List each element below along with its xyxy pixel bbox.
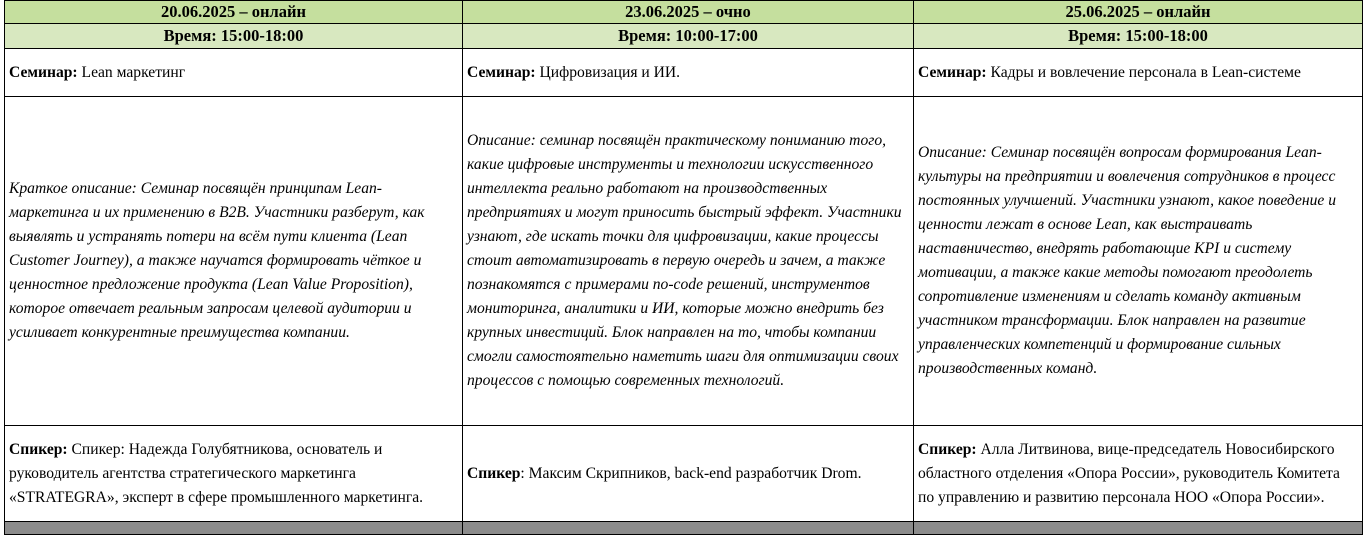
date-header-row: [5, 1, 1363, 24]
description-row: [5, 97, 1363, 426]
seminar-cell: [5, 49, 463, 97]
schedule-table: [4, 0, 1363, 535]
speaker-cell: [5, 426, 463, 522]
speaker-label: Спикер:: [9, 440, 68, 458]
speaker-cell: [463, 426, 914, 522]
time-row: [5, 24, 1363, 49]
time-cell: Время: 15:00-18:00: [5, 24, 463, 49]
date-cell: 23.06.2025 – очно: [463, 1, 914, 24]
seminar-label: Семинар:: [467, 63, 536, 81]
description-cell: Описание: Семинар посвящён вопросам формирования Lean-культуры на предприятии и вовлечения сотрудников в процесс постоянных улучшений. Участники узнают, какое поведение и ценности лежат в основе Lean, как выстраивать наставничество, внедрять работающие KPI и систему мотивации, а также какие методы помогают преодолеть сопротивление изменениям и сделать команду активным участником трансформации. Блок направлен на развитие управленческих компетенций и формирование сильных производственных команд.: [914, 97, 1363, 426]
footer-separator-row: [5, 522, 1363, 535]
footer-cell: [914, 522, 1363, 535]
date-cell: 20.06.2025 – онлайн: [5, 1, 463, 24]
time-cell: Время: 15:00-18:00: [914, 24, 1363, 49]
seminar-cell: [463, 49, 914, 97]
time-cell: Время: 10:00-17:00: [463, 24, 914, 49]
seminar-label: Семинар:: [9, 63, 78, 81]
speaker-text: Алла Литвинова, вице-председатель Новосибирского областного отделения «Опора России», руководитель Комитета по управлению и развитию персонала НОО «Опора России».: [918, 440, 1340, 506]
speaker-text: Спикер: Надежда Голубятникова, основатель и руководитель агентства стратегического маркетинга «STRATEGRA», эксперт в сфере промышленного маркетинга.: [9, 440, 424, 506]
seminar-row: [5, 49, 1363, 97]
description-cell: Краткое описание: Семинар посвящён принципам Lean-маркетинга и их применению в B2B. Участники разберут, как выявлять и устранять потери на всём пути клиента (Lean Customer Journey), а также научатся формировать чёткое и ценностное предложение продукта (Lean Value Proposition), которое отвечает реальным запросам целевой аудитории и усиливает конкурентные преимущества компании.: [5, 97, 463, 426]
speaker-row: [5, 426, 1363, 522]
seminar-title: Кадры и вовлечение персонала в Lean-системе: [986, 63, 1301, 81]
seminar-title: Lean маркетинг: [77, 63, 186, 81]
footer-cell: [463, 522, 914, 535]
speaker-label: Спикер: [467, 464, 521, 482]
seminar-title: Цифровизация и ИИ.: [535, 63, 681, 81]
date-cell: 25.06.2025 – онлайн: [914, 1, 1363, 24]
description-cell: Описание: семинар посвящён практическому пониманию того, какие цифровые инструменты и технологии искусственного интеллекта реально работают на производственных предприятиях и могут приносить быстрый эффект. Участники узнают, где искать точки для цифровизации, какие процессы стоит автоматизировать в первую очередь и зачем, а также познакомятся с примерами no-code решений, инструментов мониторинга, аналитики и ИИ, которые можно внедрить без крупных инвестиций. Блок направлен на то, чтобы компании смогли самостоятельно наметить шаги для оптимизации своих процессов с помощью современных технологий.: [463, 97, 914, 426]
speaker-cell: [914, 426, 1363, 522]
footer-cell: [5, 522, 463, 535]
seminar-label: Семинар:: [918, 63, 987, 81]
seminar-cell: [914, 49, 1363, 97]
speaker-label: Спикер:: [918, 440, 977, 458]
speaker-text: : Максим Скрипников, back-end разработчик Drom.: [520, 464, 862, 482]
